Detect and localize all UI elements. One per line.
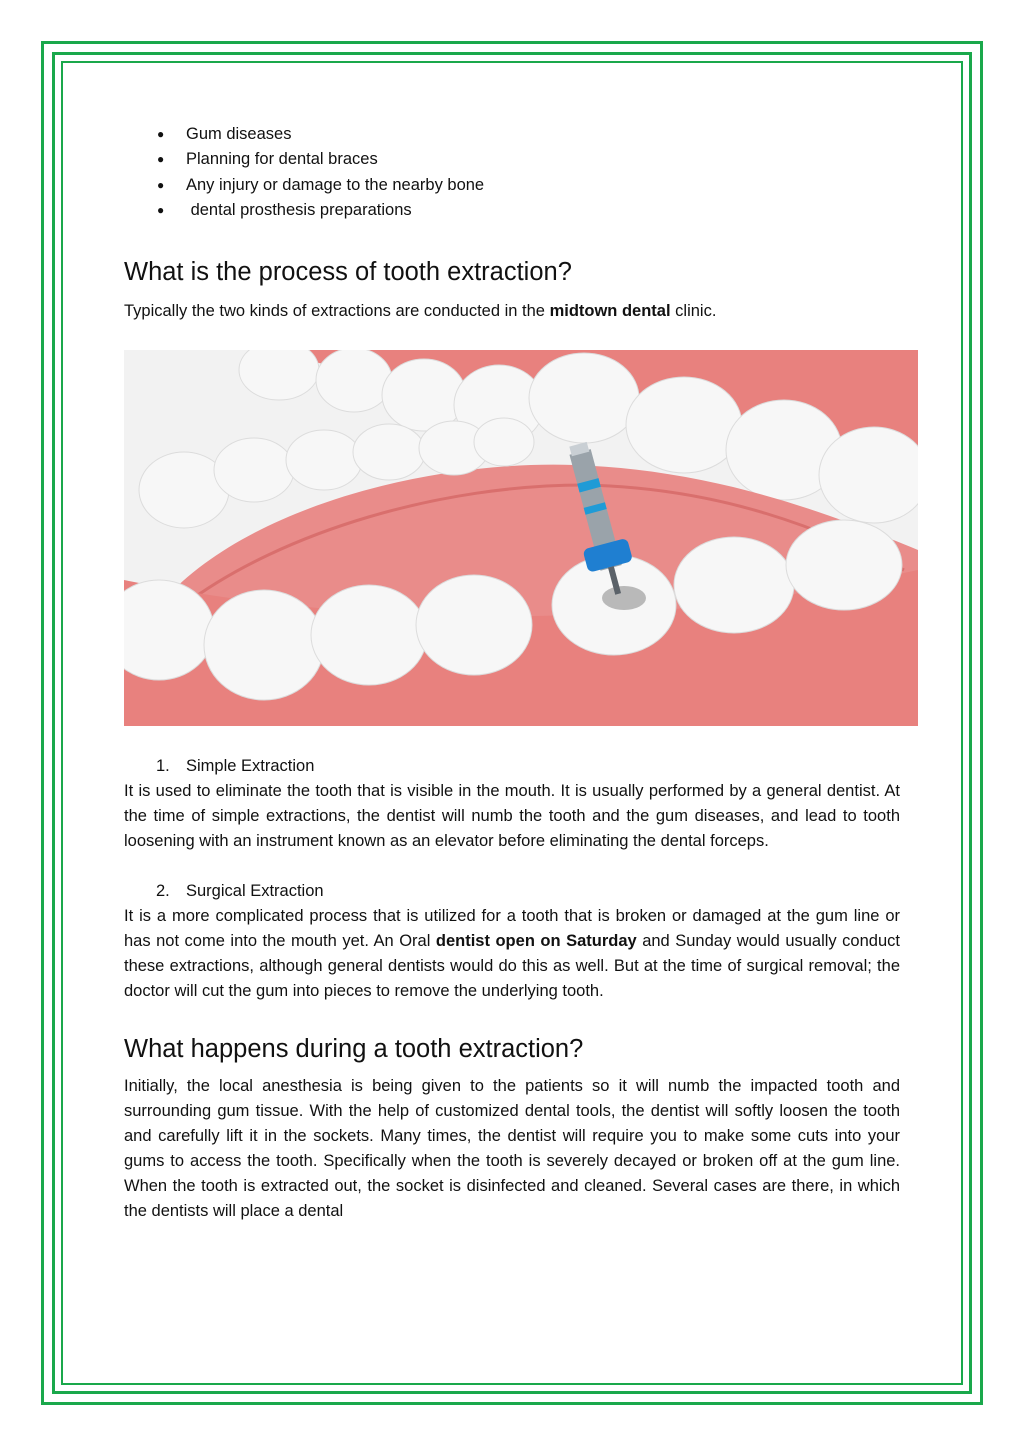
bullet-icon: ● — [157, 127, 165, 141]
bullet-icon: ● — [157, 202, 165, 217]
bullet-icon: ● — [157, 177, 165, 192]
process-intro: Typically the two kinds of extractions are conducted in the midtown dental clinic. — [124, 302, 717, 321]
during-extraction-text: Initially, the local anesthesia is being given to the patients so it will numb the impacted tooth and surrounding gum tissue. With the help of customized dental tools, the dentist will softly loosen the tooth and carefully lift it in the sockets. Many times, the dentist will require you to make some cuts into your gums to access the tooth. Specifically when the tooth is severely decayed or broken off at the gum line. When the tooth is extracted out, the socket is disinfected and cleaned. Several cases are there, in which the dentists will place a dental — [124, 1077, 900, 1221]
list-item: ● Planning for dental braces — [124, 147, 900, 172]
bullet-icon: ● — [157, 152, 165, 167]
simple-extraction-text: It is used to eliminate the tooth that is visible in the mouth. It is usually performed by a general dentist. At the time of simple extractions, the dentist will numb the tooth and the gum diseases, and lead to tooth loosening with an instrument known as an elevator before eliminating the dental forceps. — [124, 782, 900, 851]
section-heading-during: What happens during a tooth extraction? — [124, 1035, 584, 1064]
surgical-extraction-heading: 2. Surgical Extraction — [156, 882, 324, 901]
document-content — [124, 122, 900, 1224]
dentist-open-saturday-link: dentist open on Saturday — [435, 932, 637, 951]
midtown-dental-link: midtown dental — [549, 302, 671, 321]
list-item: ● Gum diseases — [124, 122, 900, 147]
section-heading-process: What is the process of tooth extraction? — [124, 258, 572, 287]
reasons-list — [124, 122, 900, 223]
simple-extraction-heading: 1. Simple Extraction — [156, 757, 315, 776]
list-item: ● dental prosthesis preparations — [124, 198, 900, 223]
list-item: ● Any injury or damage to the nearby bone — [124, 173, 900, 198]
surgical-extraction-text: It is a more complicated process that is utilized for a tooth that is broken or damaged at the gum line or has not come into the mouth yet. An Oral dentist open on Saturday and Sunday would usually conduct these extractions, although general dentists would do this as well. But at the time of surgical removal; the doctor will cut the gum into pieces to remove the underlying tooth. — [124, 907, 900, 1001]
teeth-illustration — [124, 350, 918, 726]
